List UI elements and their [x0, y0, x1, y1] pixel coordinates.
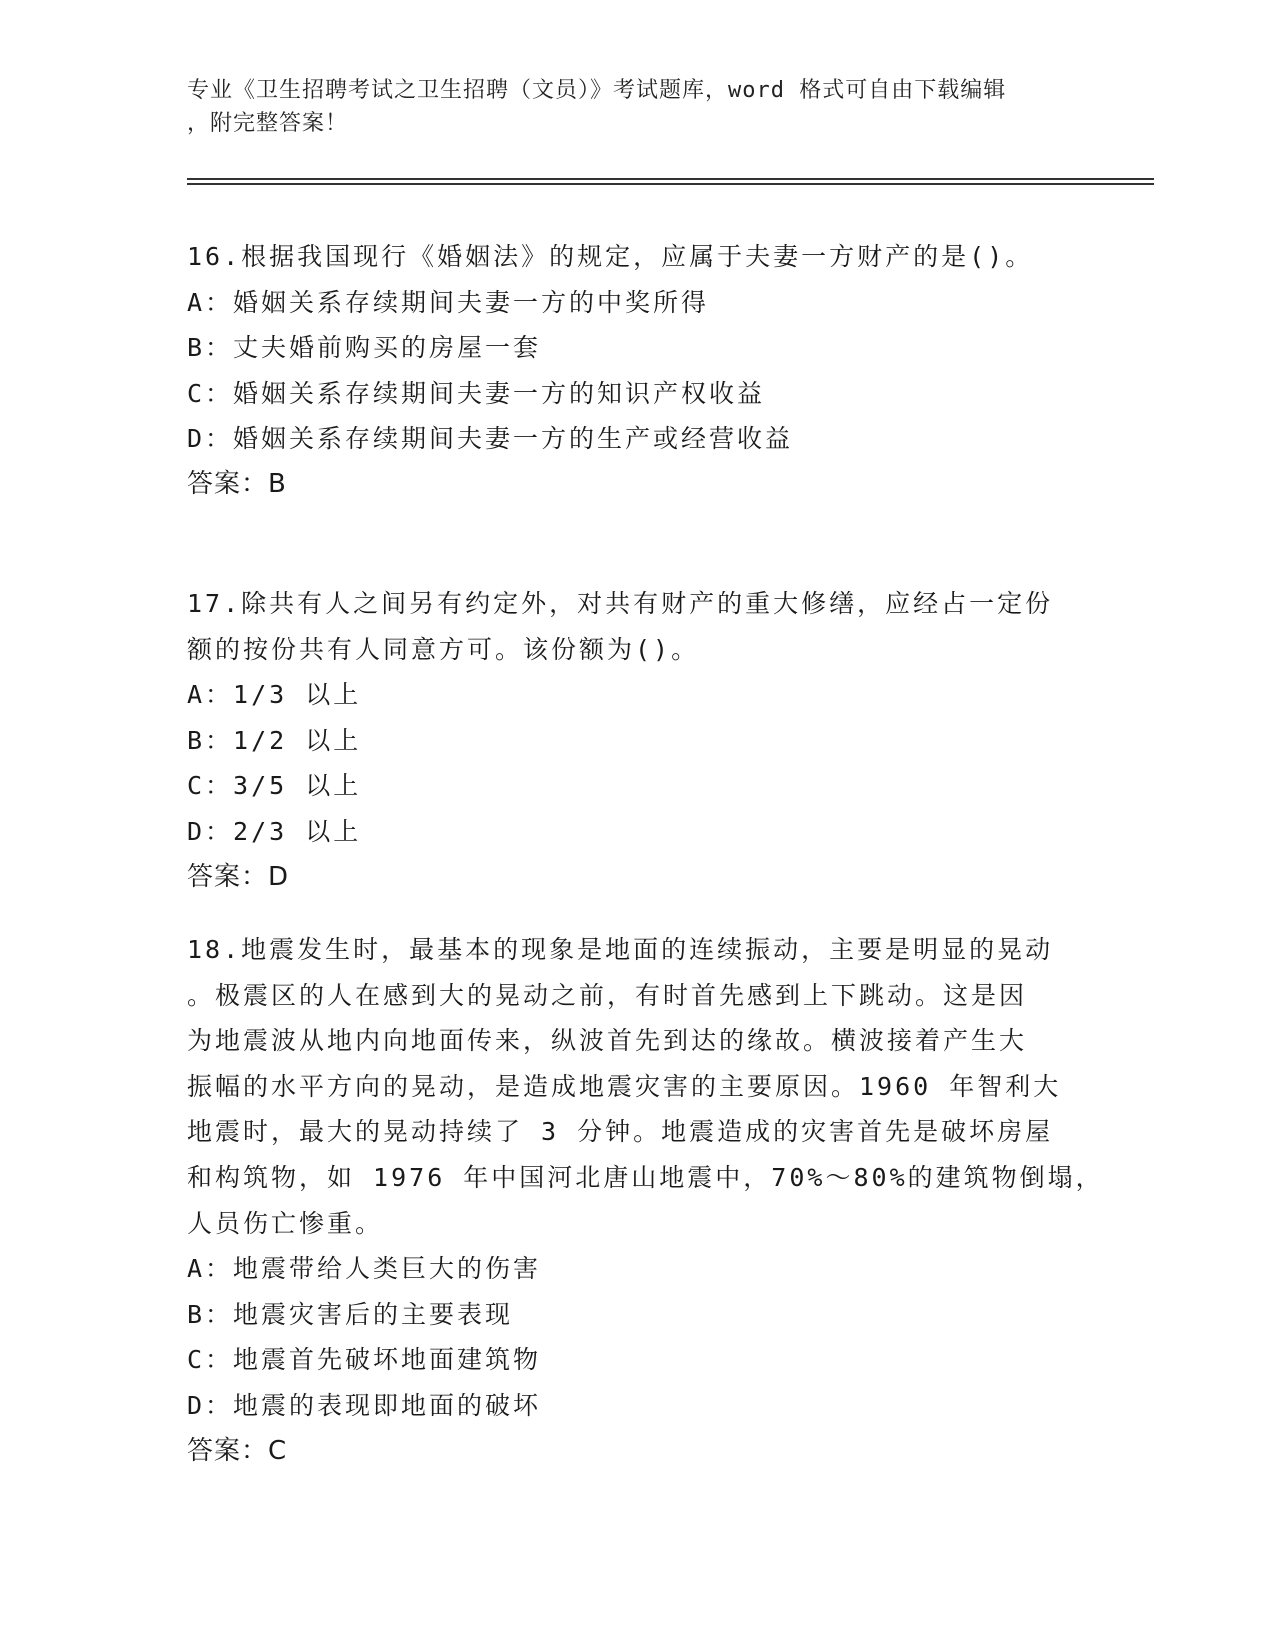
answer-label: 答案：D: [187, 861, 290, 892]
option-b: B：丈夫婚前购买的房屋一套: [187, 333, 542, 363]
question-stem-line: 16.根据我国现行《婚姻法》的规定，应属于夫妻一方财产的是()。: [187, 242, 1034, 271]
header-divider-bottom: [187, 183, 1154, 185]
question-18: [187, 927, 1104, 1474]
header-line-1: 专业《卫生招聘考试之卫生招聘（文员）》考试题库，word 格式可自由下载编辑: [187, 78, 1007, 103]
document-header: [187, 74, 1067, 140]
option-d: D：地震的表现即地面的破坏: [187, 1390, 542, 1420]
question-stem-line: 。极震区的人在感到大的晃动之前，有时首先感到上下跳动。这是因: [187, 980, 1028, 1010]
question-stem-line: 18.地震发生时，最基本的现象是地面的连续振动，主要是明显的晃动: [187, 935, 1054, 964]
option-b: B：地震灾害后的主要表现: [187, 1299, 514, 1329]
option-d: D：婚姻关系存续期间夫妻一方的生产或经营收益: [187, 424, 794, 454]
option-a: A：地震带给人类巨大的伤害: [187, 1254, 542, 1284]
question-stem-line: 人员伤亡惨重。: [187, 1208, 384, 1238]
question-stem-line: 地震时，最大的晃动持续了 3 分钟。地震造成的灾害首先是破坏房屋: [187, 1117, 1054, 1147]
option-c: C：地震首先破坏地面建筑物: [187, 1345, 542, 1375]
option-c: C：婚姻关系存续期间夫妻一方的知识产权收益: [187, 378, 766, 408]
question-16: [187, 234, 1087, 508]
option-c: C：3/5 以上: [187, 771, 362, 801]
header-divider-top: [187, 178, 1154, 180]
answer-label: 答案：B: [187, 468, 287, 499]
question-17: [187, 581, 1087, 900]
question-stem-line: 额的按份共有人同意方可。该份额为()。: [187, 634, 700, 664]
header-line-2: ，附完整答案！: [187, 111, 349, 136]
option-a: A：婚姻关系存续期间夫妻一方的中奖所得: [187, 287, 710, 317]
question-stem-line: 振幅的水平方向的晃动，是造成地震灾害的主要原因。1960 年智利大: [187, 1071, 1062, 1101]
question-stem-line: 为地震波从地内向地面传来，纵波首先到达的缘故。横波接着产生大: [187, 1026, 1028, 1056]
option-a: A：1/3 以上: [187, 680, 362, 710]
option-b: B：1/2 以上: [187, 725, 362, 755]
answer-label: 答案：C: [187, 1435, 288, 1466]
question-stem-line: 和构筑物，如 1976 年中国河北唐山地震中，70%～80%的建筑物倒塌，: [187, 1162, 1104, 1192]
option-d: D：2/3 以上: [187, 816, 362, 846]
question-stem-line: 17.除共有人之间另有约定外，对共有财产的重大修缮，应经占一定份: [187, 589, 1054, 618]
